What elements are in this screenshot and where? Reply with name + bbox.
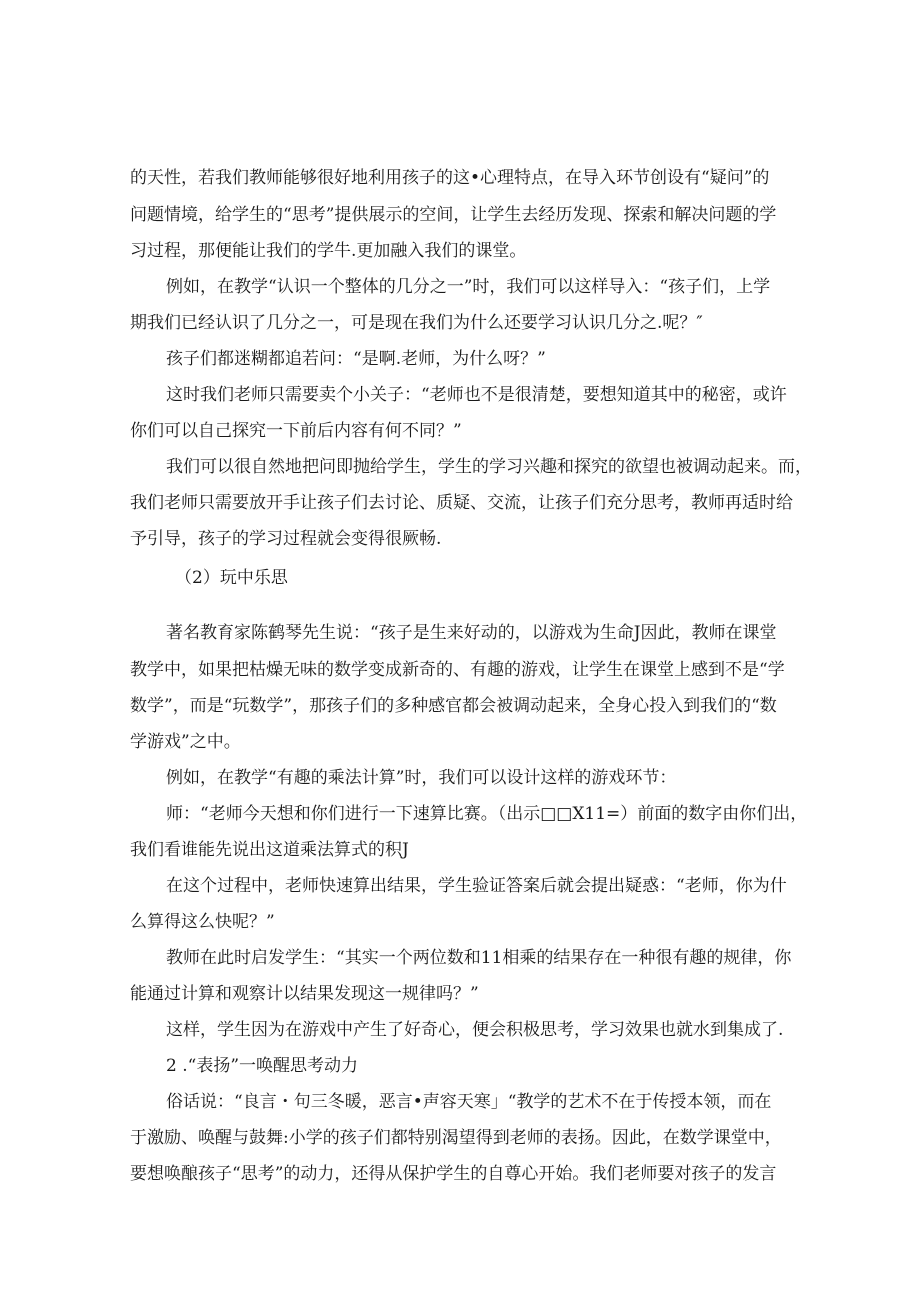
text-line: 俗话说：“良言・句三冬暖，恶言•声容天寒」“教学的艺术不在于传授本领，而在 [166,1092,772,1112]
text-line: 我们可以很自然地把问即抛给学生，学生的学习兴趣和探究的欲望也被调动起来。而， [166,457,812,477]
text-line: 教学中，如果把枯燥无味的数学变成新奇的、有趣的游戏，让学生在课堂上感到不是“学 [130,660,785,680]
text-line: 在这个过程中，老师快速算出结果，学生验证答案后就会提出疑惑：“老师，你为什 [166,876,787,896]
section-heading: 2 .“表扬”一唤醒思考动力 [166,1056,359,1076]
text-line: 教师在此时启发学生：“其实一个两位数和11相乘的结果存在一种很有趣的规律，你 [166,948,792,968]
text-line: 这样，学生因为在游戏中产生了好奇心，便会积极思考，学习效果也就水到集成了. [166,1020,784,1040]
text-line: 例如，在教学“认识一个整体的几分之一”时，我们可以这样导入：“孩子们，上学 [166,277,771,297]
text-line: 要想唤酿孩子“思考”的动力，还得从保护学生的自尊心开始。我们老师要对孩子的发言 [130,1164,777,1184]
section-heading: （2）玩中乐思 [175,568,288,588]
text-line: 期我们已经认识了几分之一，可是现在我们为什么还要学习认识几分之.呢？″ [130,313,703,333]
text-line: 学游戏”之中。 [130,732,241,752]
text-line: 这时我们老师只需要卖个小关子：“老师也不是很清楚，要想知道其中的秘密，或许 [166,385,787,405]
text-line: 我们看谁能先说出这道乘法算式的积J [130,840,409,860]
text-line: 问题情境，给学生的“思考”提供展示的空间，让学生去经历发现、探索和解决问题的学 [130,205,777,225]
text-line: 你们可以自己探究一下前后内容有何不同？” [130,421,462,441]
text-line: 能通过计算和观察计以结果发现这一规律吗？” [130,984,479,1004]
text-line: 数学”，而是“玩数学”，那孩子们的多种感官都会被调动起来，全身心投入到我们的“数 [130,696,777,716]
text-line: 习过程，那便能让我们的学牛.更加融入我们的课堂。 [130,241,527,261]
text-line: 么算得这么快呢？” [130,912,275,932]
text-line: 于激励、唤醒与鼓舞:小学的孩子们都特别渴望得到老师的表扬。因此，在数学课堂中， [130,1128,782,1148]
text-line: 例如，在教学“有趣的乘法计算”时，我们可以设计这样的游戏环节： [166,768,677,788]
text-line: 的天性，若我们教师能够很好地利用孩子的这•心理特点，在导入环节创设有“疑问”的 [130,168,770,188]
text-line: 孩子们都迷糊都追若问：“是啊.老师，为什么呀？” [166,349,546,369]
text-line: 我们老师只需要放开手让孩子们去讨论、质疑、交流，让孩子们充分思考，教师再适时给 [130,493,793,513]
text-line: 师：“老师今天想和你们进行一下速算比赛。（出示□□X11=）前面的数字由你们出， [166,804,808,824]
text-line: 予引导，孩子的学习过程就会变得很厥畅. [130,529,442,549]
text-line: 著名教育家陈鹤琴先生说：“孩子是生来好动的，以游戏为生命J因此，教师在课堂 [166,623,777,643]
